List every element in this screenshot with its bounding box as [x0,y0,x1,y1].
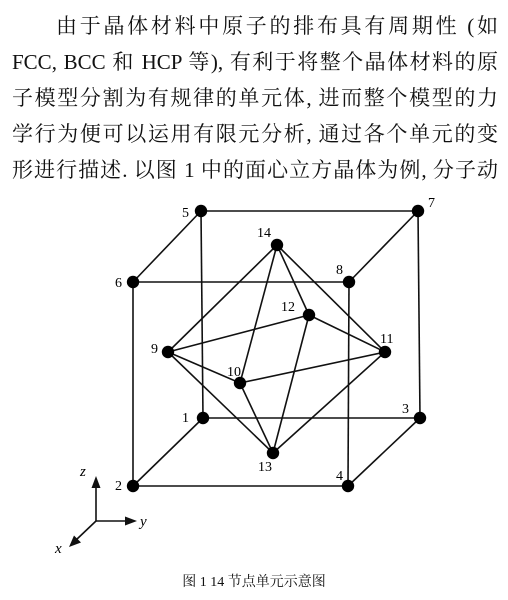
edge-13-11 [273,352,385,453]
node-label-1: 1 [182,411,189,426]
element-edges [133,211,420,486]
node-label-4: 4 [336,469,343,484]
node-label-3: 3 [402,402,409,417]
paragraph-line: 学行为便可以运用有限元分析, 通过各个单元的变 [12,122,498,146]
paragraph-line: 形进行描述. 以图 1 中的面心立方晶体为例, 分子动 [12,158,498,182]
node-label-5: 5 [182,206,189,221]
edge-10-11 [240,352,385,383]
node-label-12: 12 [281,300,295,315]
z-axis-label: z [80,464,86,480]
edge-13-12 [273,315,309,453]
node-label-13: 13 [258,460,272,475]
edge-12-9 [168,315,309,352]
edge-5-6 [133,211,201,282]
edge-1-5 [201,211,203,418]
paragraph-line: 由于晶体材料中原子的排布具有周期性 (如 [56,14,498,38]
node-label-6: 6 [115,276,122,291]
edge-13-9 [168,352,273,453]
edge-14-9 [168,245,277,352]
edge-1-2 [133,418,203,486]
z-axis-arrowhead [92,476,101,488]
paragraph-line: 子模型分割为有规律的单元体, 进而整个模型的力 [12,86,498,110]
node-label-14: 14 [257,226,271,241]
figure-caption: 图 1 14 节点单元示意图 [182,575,326,590]
fcc-14-node-element-diagram [0,190,508,570]
node-5 [195,205,207,217]
node-9 [162,346,174,358]
node-2 [127,480,139,492]
body-paragraph [12,8,498,188]
node-label-2: 2 [115,479,122,494]
edge-3-4 [348,418,420,486]
node-label-8: 8 [336,263,343,278]
edge-7-8 [349,211,418,282]
node-12 [303,309,315,321]
edge-11-12 [309,315,385,352]
node-8 [343,276,355,288]
node-13 [267,447,279,459]
node-label-10: 10 [227,365,241,380]
x-axis-line [76,521,96,540]
paragraph-line: FCC, BCC 和 HCP 等), 有利于将整个晶体材料的原 [12,50,498,74]
node-14 [271,239,283,251]
node-6 [127,276,139,288]
node-11 [379,346,391,358]
edge-7-3 [418,211,420,418]
edge-14-10 [240,245,277,383]
y-axis-arrowhead [125,517,137,526]
node-label-7: 7 [428,196,435,211]
node-3 [414,412,426,424]
node-label-11: 11 [380,332,394,347]
y-axis-label: y [140,514,147,530]
x-axis-label: x [55,541,62,557]
node-7 [412,205,424,217]
node-label-9: 9 [151,342,158,357]
node-1 [197,412,209,424]
node-4 [342,480,354,492]
